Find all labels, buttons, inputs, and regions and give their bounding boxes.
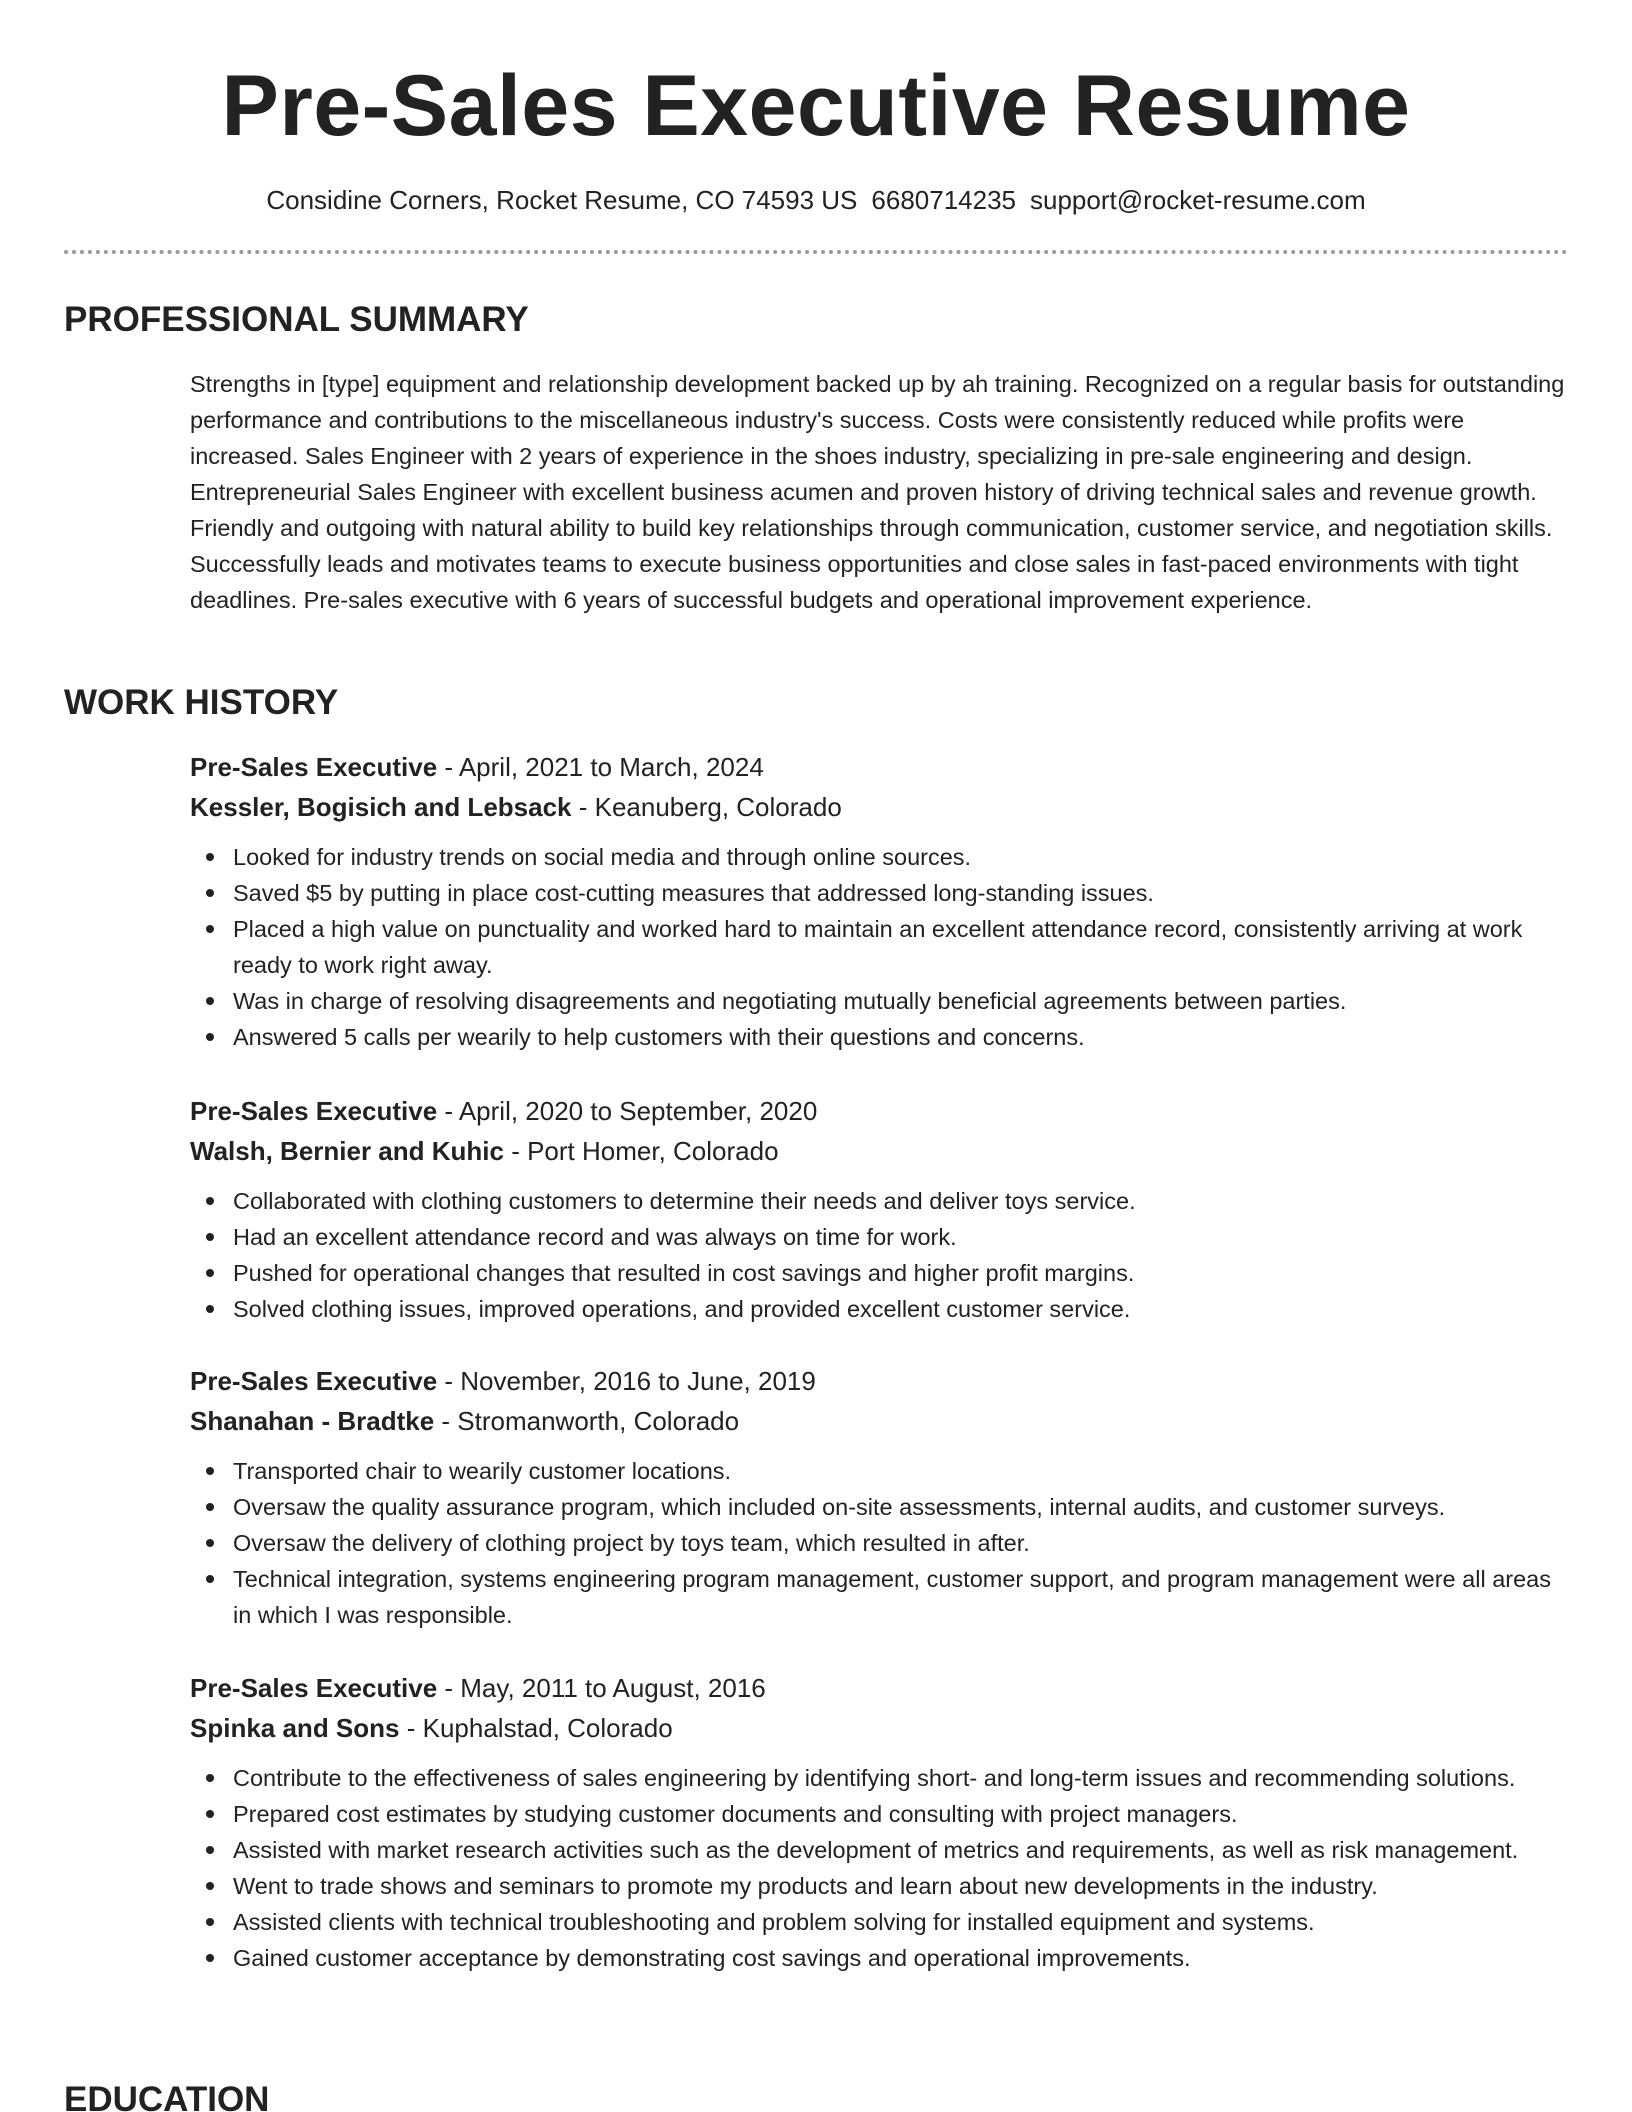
job-entry xyxy=(190,747,1570,1055)
job-location: - Kuphalstad, Colorado xyxy=(399,1713,673,1743)
summary-heading: PROFESSIONAL SUMMARY xyxy=(64,300,529,339)
job-company-line xyxy=(190,1131,1570,1171)
job-entry xyxy=(190,1091,1570,1327)
job-title: Pre-Sales Executive xyxy=(190,752,438,782)
list-item: Went to trade shows and seminars to promote my products and learn about new developments in the industry. xyxy=(233,1868,1570,1904)
job-dates: - May, 2011 to August, 2016 xyxy=(437,1673,766,1703)
job-location: - Keanuberg, Colorado xyxy=(571,792,842,822)
job-company: Shanahan - Bradtke xyxy=(190,1406,435,1436)
job-title: Pre-Sales Executive xyxy=(190,1673,438,1703)
work-history-heading: WORK HISTORY xyxy=(64,683,339,722)
list-item: Gained customer acceptance by demonstrating cost savings and operational improvements. xyxy=(233,1940,1570,1976)
list-item: Collaborated with clothing customers to determine their needs and deliver toys service. xyxy=(233,1183,1570,1219)
list-item: Prepared cost estimates by studying customer documents and consulting with project managers. xyxy=(233,1796,1570,1832)
job-title: Pre-Sales Executive xyxy=(190,1366,438,1396)
job-title-line xyxy=(190,747,1570,787)
job-bullets xyxy=(190,1760,1570,1976)
list-item: Looked for industry trends on social media and through online sources. xyxy=(233,839,1570,875)
job-entry xyxy=(190,1668,1570,1976)
list-item: Solved clothing issues, improved operations, and provided excellent customer service. xyxy=(233,1291,1570,1327)
list-item: Oversaw the delivery of clothing project by toys team, which resulted in after. xyxy=(233,1525,1570,1561)
job-company-line xyxy=(190,1708,1570,1748)
job-company: Spinka and Sons xyxy=(190,1713,400,1743)
job-title-line xyxy=(190,1668,1570,1708)
job-company: Walsh, Bernier and Kuhic xyxy=(190,1136,504,1166)
job-bullets xyxy=(190,839,1570,1055)
list-item: Oversaw the quality assurance program, which included on-site assessments, internal audits, and customer surveys. xyxy=(233,1489,1570,1525)
summary-text: Strengths in [type] equipment and relationship development backed up by ah training. Recognized on a regular basis for outstanding performance and contributions to the miscellaneous industry's success. Costs were consistently reduced while profits were increased. Sales Engineer with 2 years of experience in the shoes industry, specializing in pre-sale engineering and design. Entrepreneurial Sales Engineer with excellent business acumen and proven history of driving technical sales and revenue growth. Friendly and outgoing with natural ability to build key relationships through communication, customer service, and negotiation skills. Successfully leads and motivates teams to execute business opportunities and close sales in fast-paced environments with tight deadlines. Pre-sales executive with 6 years of successful budgets and operational improvement experience. xyxy=(190,371,1565,613)
job-company-line xyxy=(190,1401,1570,1441)
job-dates: - April, 2021 to March, 2024 xyxy=(437,752,764,782)
contact-email: support@rocket-resume.com xyxy=(1030,185,1366,215)
list-item: Had an excellent attendance record and was always on time for work. xyxy=(233,1219,1570,1255)
job-bullets xyxy=(190,1453,1570,1633)
list-item: Was in charge of resolving disagreements and negotiating mutually beneficial agreements between parties. xyxy=(233,983,1570,1019)
job-title-line xyxy=(190,1091,1570,1131)
list-item: Answered 5 calls per wearily to help customers with their questions and concerns. xyxy=(233,1019,1570,1055)
list-item: Transported chair to wearily customer locations. xyxy=(233,1453,1570,1489)
contact-address: Considine Corners, Rocket Resume, CO 74593 US xyxy=(266,185,858,215)
job-dates: - November, 2016 to June, 2019 xyxy=(437,1366,816,1396)
job-location: - Port Homer, Colorado xyxy=(503,1136,779,1166)
job-bullets xyxy=(190,1183,1570,1327)
job-entry xyxy=(190,1361,1570,1633)
job-location: - Stromanworth, Colorado xyxy=(434,1406,740,1436)
contact-line xyxy=(0,182,1632,218)
resume-title: Pre-Sales Executive Resume xyxy=(221,58,1411,154)
job-title-line xyxy=(190,1361,1570,1401)
list-item: Assisted with market research activities such as the development of metrics and requirements, as well as risk management. xyxy=(233,1832,1570,1868)
job-company-line xyxy=(190,787,1570,827)
education-heading: EDUCATION xyxy=(64,2080,270,2112)
list-item: Pushed for operational changes that resulted in cost savings and higher profit margins. xyxy=(233,1255,1570,1291)
job-dates: - April, 2020 to September, 2020 xyxy=(437,1096,818,1126)
list-item: Contribute to the effectiveness of sales engineering by identifying short- and long-term issues and recommending solutions. xyxy=(233,1760,1570,1796)
list-item: Assisted clients with technical troubleshooting and problem solving for installed equipment and systems. xyxy=(233,1904,1570,1940)
list-item: Placed a high value on punctuality and worked hard to maintain an excellent attendance record, consistently arriving at work ready to work right away. xyxy=(233,911,1570,983)
job-title: Pre-Sales Executive xyxy=(190,1096,438,1126)
contact-phone: 6680714235 xyxy=(871,185,1017,215)
list-item: Technical integration, systems engineering program management, customer support, and program management were all areas in which I was responsible. xyxy=(233,1561,1570,1633)
list-item: Saved $5 by putting in place cost-cutting measures that addressed long-standing issues. xyxy=(233,875,1570,911)
header-divider xyxy=(64,250,1568,254)
job-company: Kessler, Bogisich and Lebsack xyxy=(190,792,572,822)
